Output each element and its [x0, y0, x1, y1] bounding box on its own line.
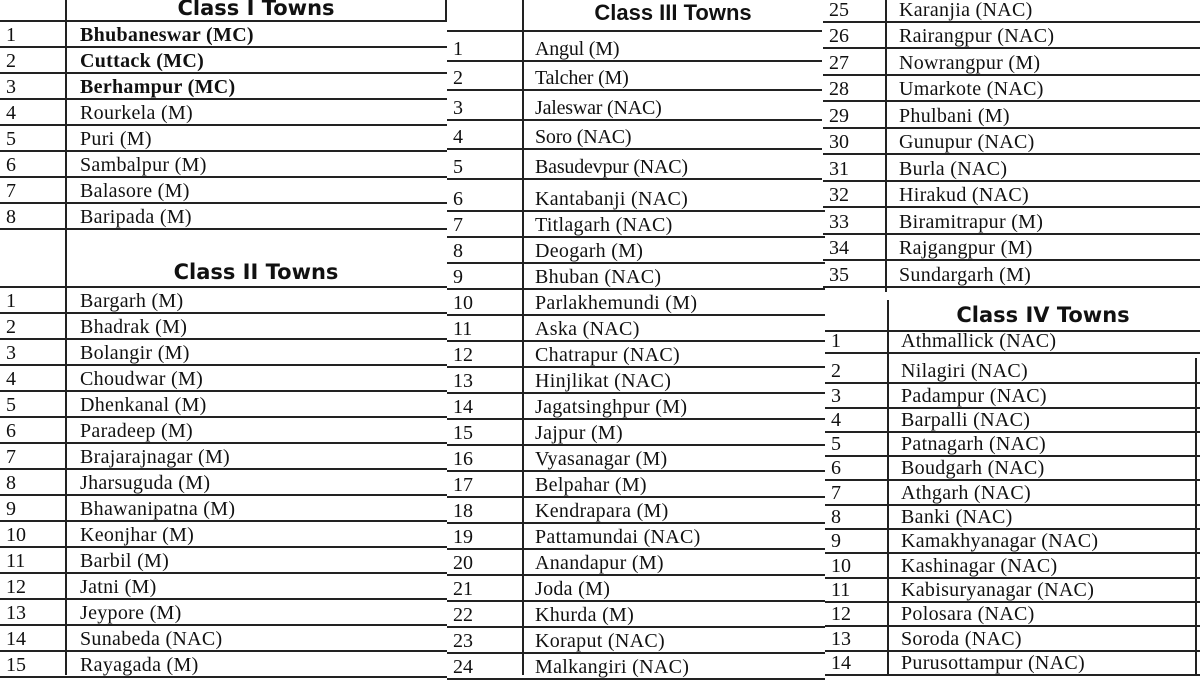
town-name: Athmallick (NAC) [901, 332, 1057, 352]
row-number: 15 [453, 422, 473, 444]
table-row [823, 23, 1200, 50]
table-row [823, 261, 1200, 288]
table-row [0, 366, 447, 392]
table-row [447, 121, 822, 151]
class-3-table-bottom [447, 180, 825, 678]
row-number: 6 [6, 154, 16, 176]
town-name: Nowrangpur (M) [899, 51, 1041, 74]
town-name: Berhampur (MC) [80, 76, 236, 98]
town-name: Chatrapur (NAC) [535, 344, 681, 366]
town-name: Patnagarh (NAC) [901, 433, 1047, 456]
class-4-title: Class IV Towns [956, 303, 1130, 327]
town-name: Puri (M) [80, 128, 152, 150]
table-row [0, 600, 447, 626]
town-name: Barpalli (NAC) [901, 408, 1031, 431]
row-number: 2 [6, 316, 16, 338]
table-row [447, 316, 825, 342]
town-name: Jagatsinghpur (M) [535, 396, 688, 418]
table-row [447, 32, 822, 62]
table-row [0, 626, 447, 652]
row-number: 10 [831, 554, 851, 577]
table-row [0, 288, 447, 314]
class-4-table [825, 300, 1200, 675]
town-name: Titlagarh (NAC) [535, 214, 673, 236]
table-row [825, 384, 1200, 408]
row-number: 5 [6, 128, 16, 150]
table-row [0, 444, 447, 470]
row-number: 2 [831, 360, 841, 383]
table-row [447, 576, 825, 602]
town-name: Phulbani (M) [899, 104, 1010, 127]
class-3-table-continued [823, 0, 1200, 292]
row-number: 2 [6, 50, 16, 72]
town-name: Talcher (M) [535, 67, 629, 89]
row-number: 28 [829, 78, 849, 100]
row-number: 4 [6, 102, 16, 124]
town-name: Kantabanji (NAC) [535, 188, 689, 210]
town-name: Cuttack (MC) [80, 50, 205, 72]
row-number: 29 [829, 104, 849, 127]
town-name: Karanjia (NAC) [899, 0, 1033, 21]
town-name: Aska (NAC) [535, 318, 640, 340]
town-name: Balasore (M) [80, 180, 190, 202]
town-name: Bargarh (M) [80, 290, 184, 312]
table-row [825, 506, 1200, 530]
table-row [0, 314, 447, 340]
town-name: Koraput (NAC) [535, 630, 665, 652]
table-row [0, 178, 447, 204]
row-number: 8 [6, 472, 16, 494]
row-number: 33 [829, 210, 849, 233]
town-name: Parlakhemundi (M) [535, 292, 698, 314]
table-row [0, 340, 447, 366]
table-row [447, 446, 825, 472]
table-row [823, 49, 1200, 76]
town-name: Brajarajnagar (M) [80, 446, 231, 468]
row-number: 1 [6, 290, 16, 312]
table-row [823, 182, 1200, 209]
row-number: 26 [829, 25, 849, 47]
town-name: Angul (M) [535, 37, 620, 60]
row-number: 18 [453, 500, 473, 522]
table-row [0, 48, 447, 74]
row-number: 12 [831, 603, 851, 626]
table-row [823, 129, 1200, 156]
row-number: 20 [453, 552, 473, 574]
row-number: 12 [6, 576, 26, 598]
row-number: 1 [453, 37, 463, 60]
class-1-rows [0, 20, 447, 230]
town-name: Deogarh (M) [535, 240, 644, 262]
table-row [0, 522, 447, 548]
row-number: 7 [6, 446, 16, 468]
row-number: 8 [831, 506, 841, 529]
table-row [447, 472, 825, 498]
row-number: 34 [829, 237, 849, 259]
row-number: 9 [453, 266, 463, 288]
table-row [0, 392, 447, 418]
table-row [0, 470, 447, 496]
town-name: Barbil (M) [80, 550, 170, 572]
row-number: 21 [453, 578, 473, 600]
table-row [0, 418, 447, 444]
town-name: Athgarh (NAC) [901, 481, 1031, 504]
class-3-rows-top [447, 30, 822, 180]
town-name: Umarkote (NAC) [899, 78, 1044, 100]
row-number: 16 [453, 448, 473, 470]
table-row [0, 100, 447, 126]
table-row [447, 628, 825, 654]
table-row [823, 155, 1200, 182]
town-name: Hinjlikat (NAC) [535, 370, 672, 392]
town-name: Rayagada (M) [80, 654, 199, 676]
row-number: 10 [453, 292, 473, 314]
town-name: Bolangir (M) [80, 342, 190, 364]
table-row [825, 627, 1200, 651]
class-3-title: Class III Towns [594, 0, 752, 25]
table-row [0, 22, 447, 48]
town-name: Bhuban (NAC) [535, 266, 662, 288]
town-name: Sambalpur (M) [80, 154, 207, 176]
table-row [0, 496, 447, 522]
row-number: 17 [453, 474, 473, 496]
town-name: Khurda (M) [535, 604, 635, 626]
town-name: Jatni (M) [80, 576, 157, 598]
town-name: Kamakhyanagar (NAC) [901, 530, 1099, 553]
town-name: Sunabeda (NAC) [80, 628, 223, 650]
table-row [447, 91, 822, 121]
town-name: Kabisuryanagar (NAC) [901, 578, 1095, 601]
table-row [823, 208, 1200, 235]
row-number: 14 [453, 396, 473, 418]
table-row [0, 74, 447, 100]
row-number: 19 [453, 526, 473, 548]
table-row [0, 204, 447, 230]
town-name: Boudgarh (NAC) [901, 457, 1045, 480]
table-row [447, 212, 825, 238]
table-row [823, 102, 1200, 129]
class-3-table-top [447, 0, 822, 180]
row-number: 7 [453, 214, 463, 236]
row-number: 23 [453, 630, 473, 652]
table-row [825, 481, 1200, 505]
row-number: 4 [453, 126, 463, 148]
row-number: 35 [829, 263, 849, 286]
row-number: 4 [831, 408, 841, 431]
class-4-rows-bottom [825, 360, 1200, 676]
row-number: 5 [453, 155, 463, 178]
table-row [447, 368, 825, 394]
town-name: Nilagiri (NAC) [901, 360, 1028, 383]
table-row [823, 0, 1200, 23]
row-number: 15 [6, 654, 26, 676]
row-number: 8 [453, 240, 463, 262]
town-name: Gunupur (NAC) [899, 131, 1035, 153]
town-name: Hirakud (NAC) [899, 184, 1029, 206]
town-name: Paradeep (M) [80, 420, 193, 442]
table-row [447, 290, 825, 316]
town-name: Kashinagar (NAC) [901, 554, 1058, 577]
row-number: 3 [6, 342, 16, 364]
row-number: 13 [831, 627, 851, 650]
row-number: 6 [6, 420, 16, 442]
town-name: Dhenkanal (M) [80, 394, 207, 416]
town-name: Jajpur (M) [535, 422, 623, 444]
table-row [825, 332, 1200, 354]
row-number: 7 [831, 481, 841, 504]
row-number: 22 [453, 604, 473, 626]
table-row [447, 498, 825, 524]
table-row [447, 62, 822, 92]
town-name: Bhadrak (M) [80, 316, 188, 338]
town-name: Soro (NAC) [535, 126, 632, 148]
table-row [447, 654, 825, 680]
town-name: Padampur (NAC) [901, 384, 1047, 407]
town-name: Rairangpur (NAC) [899, 25, 1055, 47]
row-number: 32 [829, 184, 849, 206]
town-name: Vyasanagar (M) [535, 448, 668, 470]
row-number: 1 [831, 332, 841, 352]
town-name: Malkangiri (NAC) [535, 656, 690, 678]
row-number: 4 [6, 368, 16, 390]
row-number: 5 [6, 394, 16, 416]
row-number: 14 [831, 651, 851, 674]
table-row [825, 554, 1200, 578]
table-row [0, 548, 447, 574]
table-row [825, 603, 1200, 627]
town-name: Keonjhar (M) [80, 524, 195, 546]
table-row [447, 524, 825, 550]
row-number: 30 [829, 131, 849, 153]
row-number: 11 [6, 550, 26, 572]
class-2-title: Class II Towns [173, 260, 339, 284]
class-3-rows-bottom [447, 186, 825, 680]
table-row [825, 433, 1200, 457]
town-name: Belpahar (M) [535, 474, 647, 496]
table-row [825, 360, 1200, 384]
class-1-title: Class I Towns [177, 0, 335, 20]
table-row [447, 550, 825, 576]
town-name: Purusottampur (NAC) [901, 651, 1086, 674]
class-3-rows-continued [823, 0, 1200, 288]
table-row [0, 574, 447, 600]
town-name: Rourkela (M) [80, 102, 194, 124]
town-name: Basudevpur (NAC) [535, 155, 688, 178]
town-name: Jeypore (M) [80, 602, 182, 624]
row-number: 13 [453, 370, 473, 392]
class-2-rows [0, 286, 447, 678]
row-number: 27 [829, 51, 849, 74]
table-row [447, 420, 825, 446]
row-number: 8 [6, 206, 16, 228]
town-name: Jaleswar (NAC) [535, 96, 662, 119]
row-number: 9 [6, 498, 16, 520]
row-number: 12 [453, 344, 473, 366]
row-number: 31 [829, 157, 849, 180]
row-number: 5 [831, 433, 841, 456]
table-row [0, 126, 447, 152]
town-name: Jharsuguda (M) [80, 472, 211, 494]
table-row [0, 152, 447, 178]
town-name: Sundargarh (M) [899, 263, 1032, 286]
table-row [447, 186, 825, 212]
table-row [823, 235, 1200, 262]
table-row [447, 264, 825, 290]
town-name: Baripada (M) [80, 206, 192, 228]
row-number: 3 [6, 76, 16, 98]
table-row [447, 342, 825, 368]
row-number: 24 [453, 656, 473, 678]
town-name: Pattamundai (NAC) [535, 526, 701, 548]
town-name: Choudwar (M) [80, 368, 204, 390]
table-row [0, 652, 447, 678]
class-4-rows-top [825, 330, 1200, 354]
row-number: 3 [453, 96, 463, 119]
table-row [825, 652, 1200, 676]
class-1-table [0, 0, 447, 258]
town-name: Banki (NAC) [901, 506, 1013, 529]
town-name: Rajgangpur (M) [899, 237, 1033, 259]
row-number: 9 [831, 530, 841, 553]
town-name: Kendrapara (M) [535, 500, 669, 522]
table-row [825, 530, 1200, 554]
row-number: 13 [6, 602, 26, 624]
table-row [447, 150, 822, 180]
table-row [447, 238, 825, 264]
class-2-table [0, 258, 447, 675]
row-number: 6 [831, 457, 841, 480]
row-number: 14 [6, 628, 26, 650]
town-name: Soroda (NAC) [901, 627, 1022, 650]
row-number: 25 [829, 0, 849, 21]
town-name: Polosara (NAC) [901, 603, 1035, 626]
row-number: 10 [6, 524, 26, 546]
town-name: Bhawanipatna (M) [80, 498, 236, 520]
row-number: 11 [831, 578, 851, 601]
town-name: Joda (M) [535, 578, 611, 600]
table-row [825, 579, 1200, 603]
row-number: 6 [453, 188, 463, 210]
row-number: 11 [453, 318, 473, 340]
row-number: 7 [6, 180, 16, 202]
row-number: 3 [831, 384, 841, 407]
row-number: 2 [453, 67, 463, 89]
table-row [447, 602, 825, 628]
table-row [825, 457, 1200, 481]
town-name: Burla (NAC) [899, 157, 1008, 180]
town-name: Biramitrapur (M) [899, 210, 1044, 233]
table-row [825, 409, 1200, 433]
row-number: 1 [6, 24, 16, 46]
town-name: Anandapur (M) [535, 552, 664, 574]
town-name: Bhubaneswar (MC) [80, 24, 254, 46]
table-row [447, 394, 825, 420]
table-row [823, 76, 1200, 103]
